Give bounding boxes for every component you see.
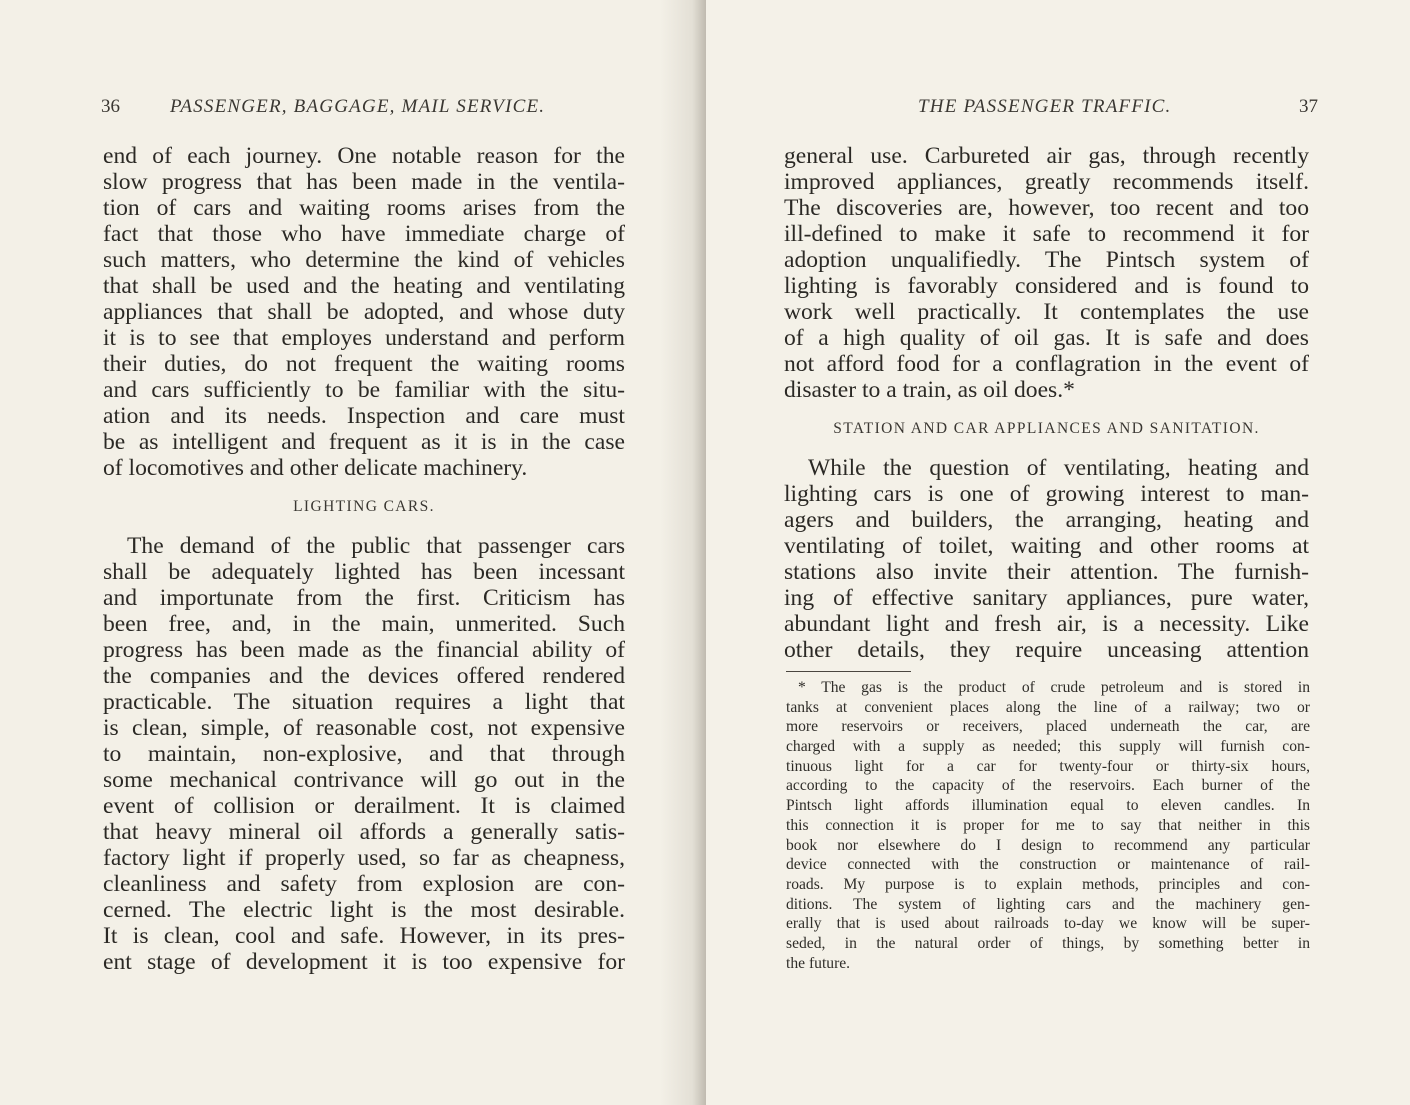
left-paragraph-lighting (103, 533, 625, 975)
text-line: work well practically. It contemplates the use (784, 299, 1309, 325)
text-line: and importunate from the first. Criticism has (103, 585, 625, 611)
right-running-title: THE PASSENGER TRAFFIC. (918, 96, 1172, 117)
text-line: that heavy mineral oil affords a generally satis- (103, 819, 625, 845)
text-line: practicable. The situation requires a light that (103, 689, 625, 715)
text-line: The discoveries are, however, too recent and too (784, 195, 1309, 221)
text-line: been free, and, in the main, unmerited. Such (103, 611, 625, 637)
footnote-line: the future. (786, 954, 851, 972)
text-line: While the question of ventilating, heating and (808, 455, 1309, 481)
text-line: improved appliances, greatly recommends itself. (784, 169, 1309, 195)
footnote-line: Pintsch light affords illumination equal to eleven candles. In (786, 797, 1310, 815)
text-line: appliances that shall be adopted, and whose duty (103, 299, 625, 325)
footnote-line: seded, in the natural order of things, by something better in (786, 934, 1310, 952)
text-line: agers and builders, the arranging, heating and (784, 507, 1309, 533)
footnote-line: roads. My purpose is to explain methods, principles and con- (786, 875, 1310, 893)
right-paragraph-continued (784, 143, 1309, 403)
text-line: ing of effective sanitary appliances, pure water, (784, 585, 1309, 611)
text-line: slow progress that has been made in the ventila- (103, 169, 625, 195)
text-line: factory light if properly used, so far as cheapness, (103, 845, 625, 871)
text-line: The demand of the public that passenger cars (127, 533, 625, 559)
text-line: their duties, do not frequent the waiting rooms (103, 351, 625, 377)
right-text-column (784, 143, 1309, 663)
left-page-number: 36 (101, 96, 120, 117)
footnote-line: tanks at convenient places along the line of a railway; two or (786, 698, 1310, 716)
text-line: general use. Carbureted air gas, through recently (784, 143, 1309, 169)
text-line: ation and its needs. Inspection and care must (103, 403, 625, 429)
left-text-column (103, 143, 625, 975)
text-line: adoption unqualifiedly. The Pintsch system of (784, 247, 1309, 273)
text-line: progress has been made as the financial ability of (103, 637, 625, 663)
text-line: event of collision or derailment. It is claimed (103, 793, 625, 819)
right-page-number: 37 (1299, 96, 1318, 117)
left-section-heading: LIGHTING CARS. (293, 498, 435, 515)
text-line: lighting cars is one of growing interest to man- (784, 481, 1309, 507)
text-line: It is clean, cool and safe. However, in its pres- (103, 923, 625, 949)
text-line: be as intelligent and frequent as it is in the case (103, 429, 625, 455)
text-line: tion of cars and waiting rooms arises from the (103, 195, 625, 221)
footnote-line: book nor elsewhere do I design to recommend any particular (786, 836, 1310, 854)
text-line: abundant light and fresh air, is a necessity. Like (784, 611, 1309, 637)
text-line: fact that those who have immediate charge of (103, 221, 625, 247)
text-line: and cars sufficiently to be familiar with the situ- (103, 377, 625, 403)
text-line: ventilating of toilet, waiting and other rooms at (784, 533, 1309, 559)
footnote-line: this connection it is proper for me to say that neither in this (786, 816, 1310, 834)
text-line: end of each journey. One notable reason for the (103, 143, 625, 169)
right-page (706, 0, 1410, 1105)
right-paragraph-stations (784, 455, 1309, 663)
footnote-line: device connected with the construction or maintenance of rail- (786, 856, 1310, 874)
text-line: of locomotives and other delicate machinery. (103, 455, 528, 481)
footnote-line: erally that is used about railroads to-day we know will be super- (786, 915, 1310, 933)
text-line: such matters, who determine the kind of vehicles (103, 247, 625, 273)
text-line: some mechanical contrivance will go out in the (103, 767, 625, 793)
text-line: ill-defined to make it safe to recommend it for (784, 221, 1309, 247)
footnote-line: according to the capacity of the reservoirs. Each burner of the (786, 777, 1310, 795)
text-line: to maintain, non-explosive, and that through (103, 741, 625, 767)
text-line: not afford food for a conflagration in the event of (784, 351, 1309, 377)
text-line: the companies and the devices offered rendered (103, 663, 625, 689)
left-paragraph-continued (103, 143, 625, 481)
left-running-head (101, 96, 545, 118)
footnote (786, 678, 1310, 973)
text-line: it is to see that employes understand and perform (103, 325, 625, 351)
right-running-head (918, 96, 1316, 118)
text-line: is clean, simple, of reasonable cost, not expensive (103, 715, 625, 741)
footnote-line: tinuous light for a car for twenty-four or thirty-six hours, (786, 757, 1310, 775)
left-running-title: PASSENGER, BAGGAGE, MAIL SERVICE. (170, 96, 546, 117)
text-line: shall be adequately lighted has been incessant (103, 559, 625, 585)
left-gutter-shadow (660, 0, 706, 1105)
right-section-heading: STATION AND CAR APPLIANCES AND SANITATION. (833, 420, 1260, 437)
text-line: other details, they require unceasing attention (784, 637, 1309, 663)
footnote-text (786, 678, 1310, 973)
text-line: ent stage of development it is too expensive for (103, 949, 625, 975)
text-line: that shall be used and the heating and ventilating (103, 273, 625, 299)
text-line: lighting is favorably considered and is found to (784, 273, 1309, 299)
text-line: of a high quality of oil gas. It is safe and does (784, 325, 1309, 351)
footnote-line: more reservoirs or receivers, placed underneath the car, are (786, 718, 1310, 736)
text-line: cleanliness and safety from explosion are con- (103, 871, 625, 897)
text-line: disaster to a train, as oil does.* (784, 377, 1075, 403)
footnote-line: ditions. The system of lighting cars and the machinery gen- (786, 895, 1310, 913)
text-line: stations also invite their attention. The furnish- (784, 559, 1309, 585)
footnote-line: * The gas is the product of crude petroleum and is stored in (798, 679, 1310, 696)
footnote-line: charged with a supply as needed; this supply will furnish con- (786, 738, 1310, 756)
footnote-rule (786, 671, 911, 672)
text-line: cerned. The electric light is the most desirable. (103, 897, 625, 923)
